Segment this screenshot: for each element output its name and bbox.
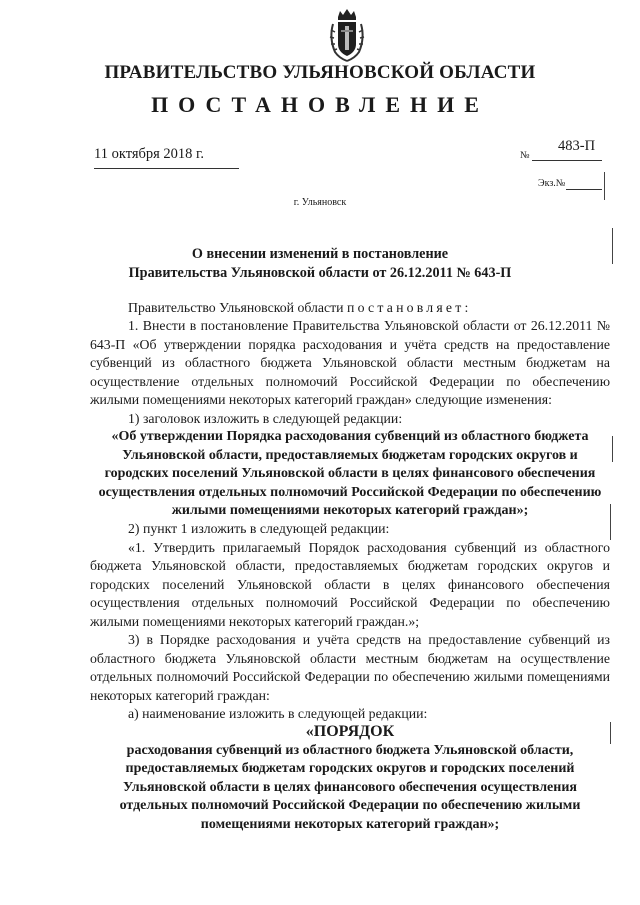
intro-paragraph: Правительство Ульяновской области постановляет: (128, 300, 469, 315)
subject-line-2: Правительства Ульяновской области от 26.12.2011 № 643-П (128, 265, 512, 281)
document-body (90, 299, 610, 834)
city-label: г. Ульяновск (293, 197, 347, 208)
paragraph-1-3-a: а) наименование изложить в следующей редакции: (128, 705, 428, 721)
copy-number-label: Экз.№ (538, 178, 566, 189)
copy-number-underline (566, 189, 602, 190)
paragraph-1-3: 3) в Порядке расходования и учёта средств на предоставление субвенций из областного бюджета Ульяновской области местным бюджетам на осуществление отдельных полномочий Российской Федерации по обеспечению жилыми помещениями некоторых категорий граждан: (90, 632, 610, 703)
margin-mark (604, 172, 605, 200)
document-type-title: ПОСТАНОВЛЕНИЕ (151, 92, 489, 117)
margin-mark (612, 436, 613, 462)
new-title-quote: «Об утверждении Порядка расходования субвенций из областного бюджета Ульяновской области, предоставляемых бюджетам городских округов и городских поселений Ульяновской области в целях финансового обеспечения осуществления отдельных полномочий Российской Федерации по обеспечению жилыми помещениями некоторых категорий граждан»; (98, 429, 602, 518)
number-underline (532, 160, 602, 161)
document-number: 483-П (558, 138, 596, 154)
margin-mark (610, 504, 611, 540)
government-title: ПРАВИТЕЛЬСТВО УЛЬЯНОВСКОЙ ОБЛАСТИ (104, 62, 536, 83)
paragraph-1-2: 2) пункт 1 изложить в следующей редакции: (128, 521, 390, 537)
date-underline (94, 168, 239, 169)
order-title: «ПОРЯДОК (305, 723, 395, 741)
margin-mark (610, 722, 611, 744)
document-date: 11 октября 2018 г. (94, 146, 204, 162)
number-prefix: № (520, 150, 530, 161)
paragraph-1-1: 1) заголовок изложить в следующей редакции: (128, 410, 403, 426)
coat-of-arms-icon (327, 8, 367, 64)
margin-mark (612, 228, 613, 264)
order-text: расходования субвенций из областного бюджета Ульяновской области, предоставляемых бюджетам городских округов и городских поселений Ульяновской области в целях финансового обеспечения осуществления отдельных полномочий Российской Федерации по обеспечению жилыми помещениями некоторых категорий граждан»; (119, 742, 581, 832)
paragraph-1-2-text: «1. Утвердить прилагаемый Порядок расходования субвенций из областного бюджета Ульяновской области, предоставляемых бюджетам городских округов и городских поселений Ульяновской области в целях финансового обеспечения осуществления отдельных полномочий Российской Федерации по обеспечению жилыми помещениями некоторых категорий граждан.»; (90, 539, 610, 629)
document-subject (60, 245, 580, 283)
subject-line-1: О внесении изменений в постановление (191, 246, 449, 262)
paragraph-1: 1. Внести в постановление Правительства Ульяновской области от 26.12.2011 № 643-П «Об утверждении порядка расходования и учёта средств на предоставление субвенций из областного бюджета Ульяновской области местным бюджетам на осуществление отдельных полномочий Российской Федерации по обеспечению жилыми помещениями некоторых категорий граждан» следующие изменения: (90, 318, 610, 408)
